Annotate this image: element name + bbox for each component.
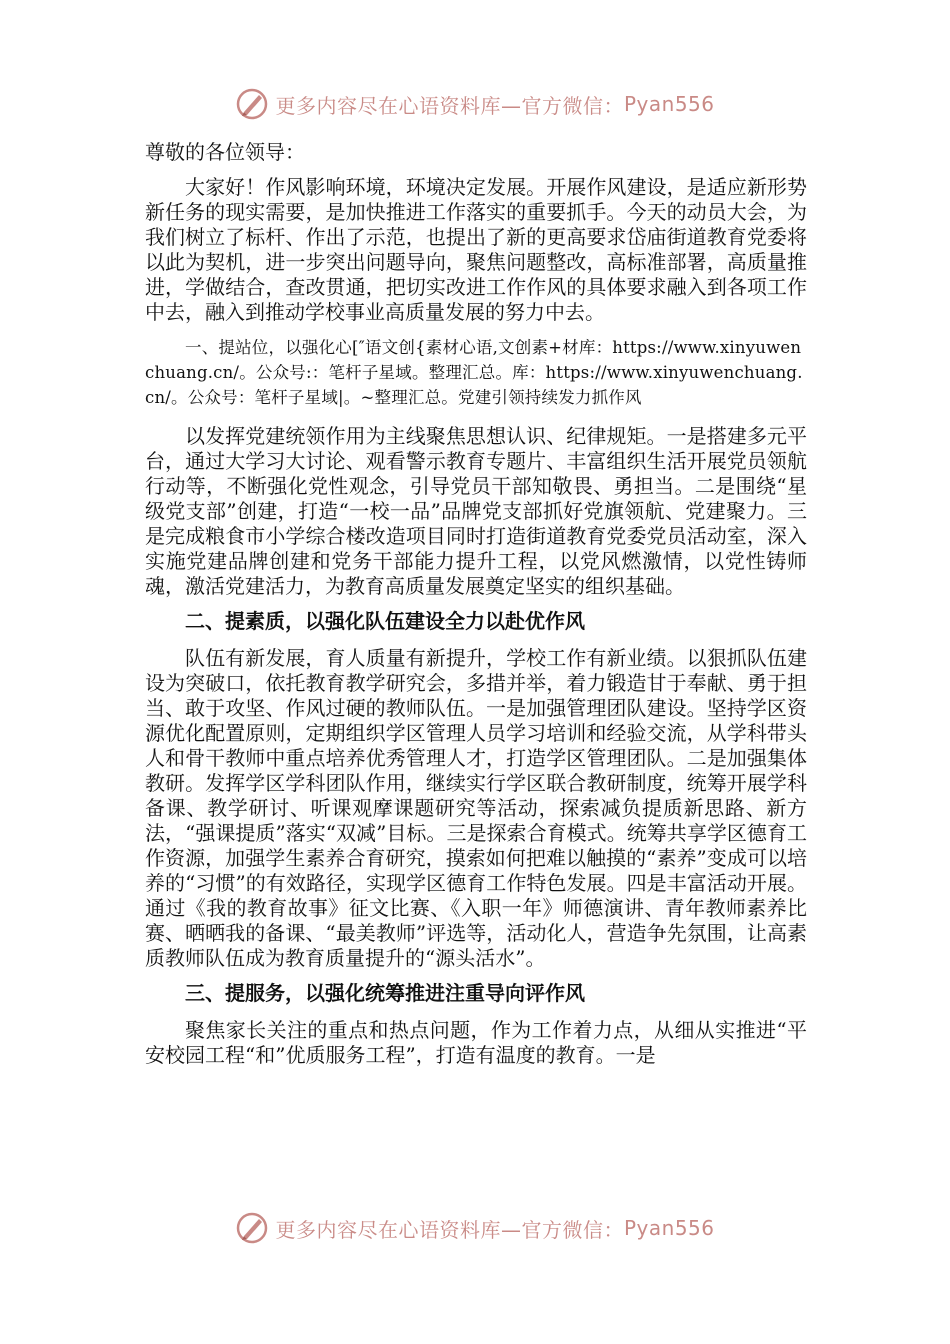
banner-text: 更多内容尽在心语资料库—官方微信： (275, 1217, 624, 1242)
intro-paragraph: 大家好！作风影响环境，环境决定发展。开展作风建设，是适应新形势新任务的现实需要，是加快推进工作落实的重要抓手。今天的动员大会，为我们树立了标杆、作出了示范，也提出了新的更高要求岱庙街道教育党委将以此为契机，进一步突出问题导向，聚焦问题整改，高标准部署，高质量推进，学做结合，查改贯通，把切实改进工作作风的具体要求融入到各项工作中去，融入到推动学校事业高质量发展的努力中去。 (145, 175, 807, 324)
banner-wechat-id: Pyan556 (623, 92, 715, 116)
footer-banner (0, 1208, 950, 1248)
banner-text: 更多内容尽在心语资料库—官方微信： (275, 93, 624, 118)
section1-heading: 一、提站位，以强化心[″语文创{素材心语,文创素+材库：https://www.xinyuwenchuang.cn/。公众号:：笔杆子星域。整理汇总。库：https://www.xinyuwenchuang.cn/。公众号：笔杆子星域|。~整理汇总。党建引领持续发力抓作风 (145, 338, 803, 407)
section1-body: 以发挥党建统领作用为主线聚焦思想认识、纪律规矩。一是搭建多元平台，通过大学习大讨论、观看警示教育专题片、丰富组织生活开展党员领航行动等，不断强化党性观念，引导党员干部知敬畏、勇担当。二是围绕“星级党支部”创建，打造“一校一品”品牌党支部抓好党旗领航、党建聚力。三是完成粮食市小学综合楼改造项目同时打造街道教育党委党员活动室，深入实施党建品牌创建和党务干部能力提升工程，以党风燃激情，以党性铸师魂，激活党建活力，为教育高质量发展奠定坚实的组织基础。 (145, 424, 807, 598)
section3-body: 聚焦家长关注的重点和热点问题，作为工作着力点，从细从实推进“平安校园工程“和”优质服务工程”，打造有温度的教育。一是 (145, 1018, 807, 1067)
section3-heading: 三、提服务，以强化统筹推进注重导向评作风 (185, 981, 585, 1005)
section2-heading: 二、提素质，以强化队伍建设全力以赴优作风 (185, 609, 585, 633)
pen-circle-logo-icon (235, 1211, 269, 1245)
document-body (145, 140, 807, 1078)
pen-circle-logo-icon (235, 87, 269, 121)
section2-body: 队伍有新发展，育人质量有新提升，学校工作有新业绩。以狠抓队伍建设为突破口，依托教育教学研究会，多措并举，着力锻造甘于奉献、勇于担当、敢于攻坚、作风过硬的教师队伍。一是加强管理团队建设。坚持学区资源优化配置原则，定期组织学区管理人员学习培训和经验交流，从学科带头人和骨干教师中重点培养优秀管理人才，打造学区管理团队。二是加强集体教研。发挥学区学科团队作用，继续实行学区联合教研制度，统筹开展学科备课、教学研讨、听课观摩课题研究等活动，探索减负提质新思路、新方法，“强课提质”落实“双减”目标。三是探索合育模式。统筹共享学区德育工作资源，加强学生素养合育研究，摸索如何把难以触摸的“素养”变成可以培养的“习惯”的有效路径，实现学区德育工作特色发展。四是丰富活动开展。通过《我的教育故事》征文比赛、《入职一年》师德演讲、青年教师素养比赛、晒晒我的备课、“最美教师”评选等，活动化人，营造争先氛围，让高素质教师队伍成为教育质量提升的“源头活水”。 (145, 646, 807, 970)
salutation: 尊敬的各位领导： (145, 140, 305, 164)
banner-wechat-id: Pyan556 (623, 1216, 715, 1240)
header-banner (0, 84, 950, 124)
